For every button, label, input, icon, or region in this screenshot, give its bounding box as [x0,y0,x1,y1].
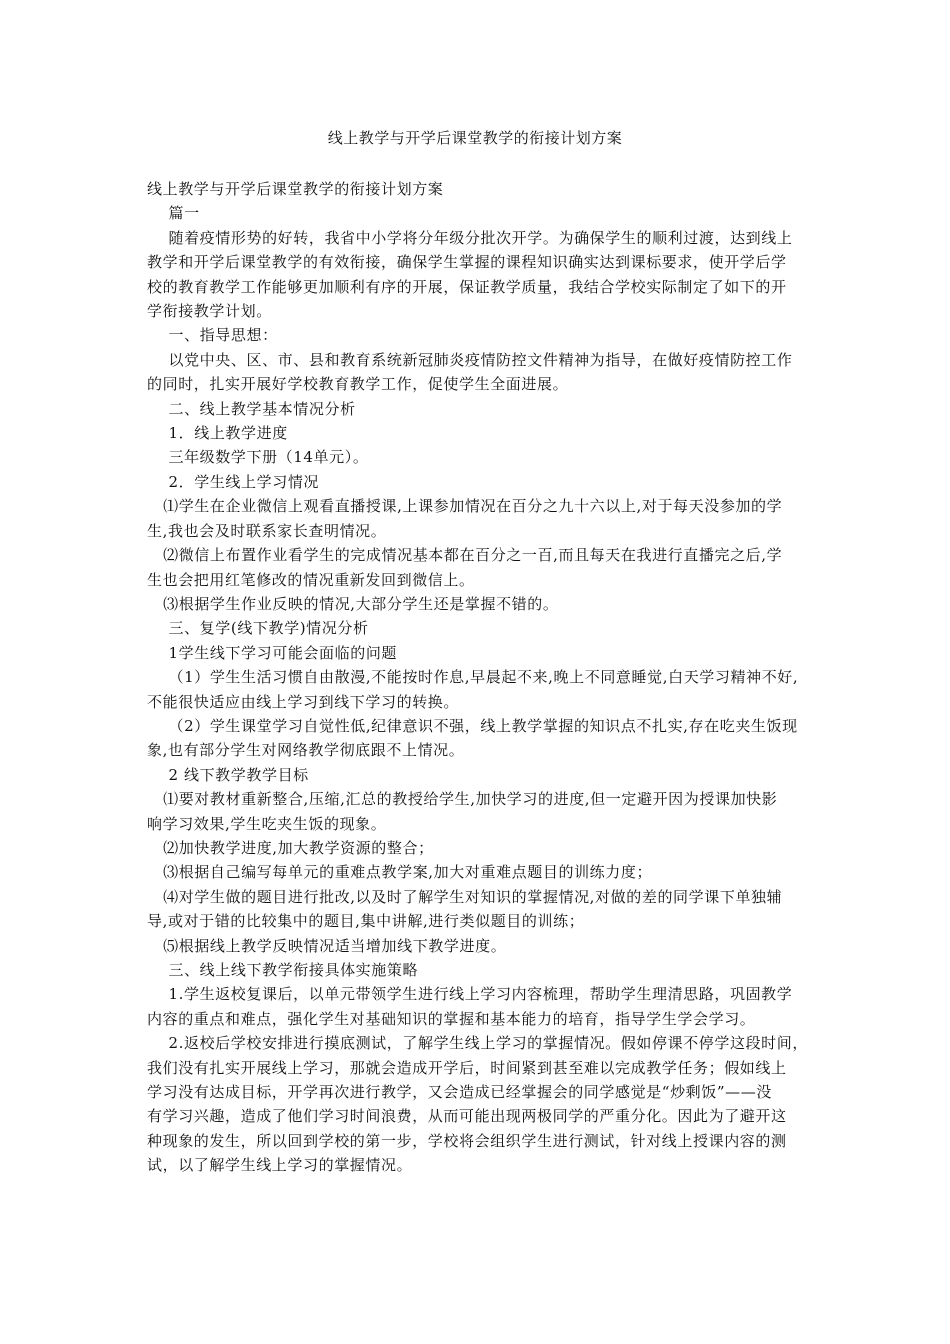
text-line: 有学习兴趣，造成了他们学习时间浪费，从而可能出现两极同学的严重分化。因此为了避开这 [147,1107,787,1126]
text-line: ⑴要对教材重新整合,压缩,汇总的教授给学生,加快学习的进度,但一定避开因为授课加快影 [147,790,778,809]
text-line: 线上教学与开学后课堂教学的衔接计划方案 [147,180,444,198]
text-line: 生也会把用红笔修改的情况重新发回到微信上。 [147,570,475,589]
text-line: ⑵加快教学进度,加大教学资源的整合； [147,838,434,857]
text-line: 生,我也会及时联系家长查明情况。 [147,521,387,540]
text-line: 不能很快适应由线上学习到线下学习的转换。 [147,692,460,711]
text-line: 校的教育教学工作能够更加顺利有序的开展，保证教学质量，我结合学校实际制定了如下的开 [147,277,787,296]
text-line: 导,或对于错的比较集中的题目,集中讲解,进行类似题目的训练； [147,912,585,931]
text-line: ⑵微信上布置作业看学生的完成情况基本都在百分之一百,而且每天在我进行直播完之后,学 [147,546,783,565]
document-body [147,177,809,1178]
text-line: 以党中央、区、市、县和教育系统新冠肺炎疫情防控文件精神为指导，在做好疫情防控工作 [147,350,793,369]
text-line: 象,也有部分学生对网络教学彻底跟不上情况。 [147,741,465,760]
text-line: ⑴学生在企业微信上观看直播授课,上课参加情况在百分之九十六以上,对于每天没参加的学 [147,497,783,516]
text-line: 三年级数学下册（14单元）。 [147,448,369,467]
text-line: 1．线上教学进度 [147,424,288,443]
text-line: 三、线上线下教学衔接具体实施策略 [147,961,419,979]
text-line: 种现象的发生，所以回到学校的第一步，学校将会组织学生进行测试，针对线上授课内容的测 [147,1131,787,1150]
text-line: 学习没有达成目标，开学再次进行教学，又会造成已经掌握会的同学感觉是“炒剩饭”——没 [147,1083,772,1102]
text-line: 一、指导思想： [147,326,278,345]
text-line: 教学和开学后课堂教学的有效衔接，确保学生掌握的课程知识确实达到课标要求，使开学后学 [147,253,787,272]
text-line: ⑸根据线上教学反映情况适当增加线下教学进度。 [147,936,507,955]
text-line: 二、线上教学基本情况分析 [147,399,356,418]
text-line: 内容的重点和难点，强化学生对基础知识的掌握和基本能力的培育，指导学生学会学习。 [147,1009,756,1028]
text-line: ⑶根据自己编写每单元的重难点教学案,加大对重难点题目的训练力度； [147,863,653,882]
text-line: ⑶根据学生作业反映的情况,大部分学生还是掌握不错的。 [147,594,559,613]
text-line: 响学习效果,学生吃夹生饭的现象。 [147,814,387,833]
text-line: 的同时，扎实开展好学校教育教学工作，促使学生全面进展。 [147,375,569,394]
text-line: （2）学生课堂学习自觉性低,纪律意识不强，线上教学掌握的知识点不扎实,存在吃夹生饭现 [147,716,798,735]
text-line: ⑷对学生做的题目进行批改,以及时了解学生对知识的掌握情况,对做的差的同学课下单独辅 [147,887,783,906]
text-line: 学衔接教学计划。 [147,302,272,321]
text-line: 三、复学(线下教学)情况分析 [147,619,369,638]
text-line: 试，以了解学生线上学习的掌握情况。 [147,1156,413,1175]
text-line: 1学生线下学习可能会面临的问题 [147,643,398,662]
text-line: （1）学生生活习惯自由散漫,不能按时作息,早晨起不来,晚上不同意睡觉,白天学习精神不好, [147,668,799,687]
text-line: 2.返校后学校安排进行摸底测试，了解学生线上学习的掌握情况。假如停课不停学这段时间， [147,1034,808,1053]
text-line: 2．学生线上学习情况 [147,472,320,491]
text-line: 1.学生返校复课后，以单元带领学生进行线上学习内容梳理，帮助学生理清思路，巩固教学 [147,985,793,1004]
text-line: 随着疫情形势的好转，我省中小学将分年级分批次开学。为确保学生的顺利过渡，达到线上 [147,228,793,247]
text-line: 我们没有扎实开展线上学习，那就会造成开学后，时间紧到甚至难以完成教学任务；假如线上 [147,1058,787,1077]
text-line: 2 线下教学教学目标 [147,765,309,784]
document-title: 线上教学与开学后课堂教学的衔接计划方案 [327,129,623,147]
text-line: 篇一 [147,204,200,223]
